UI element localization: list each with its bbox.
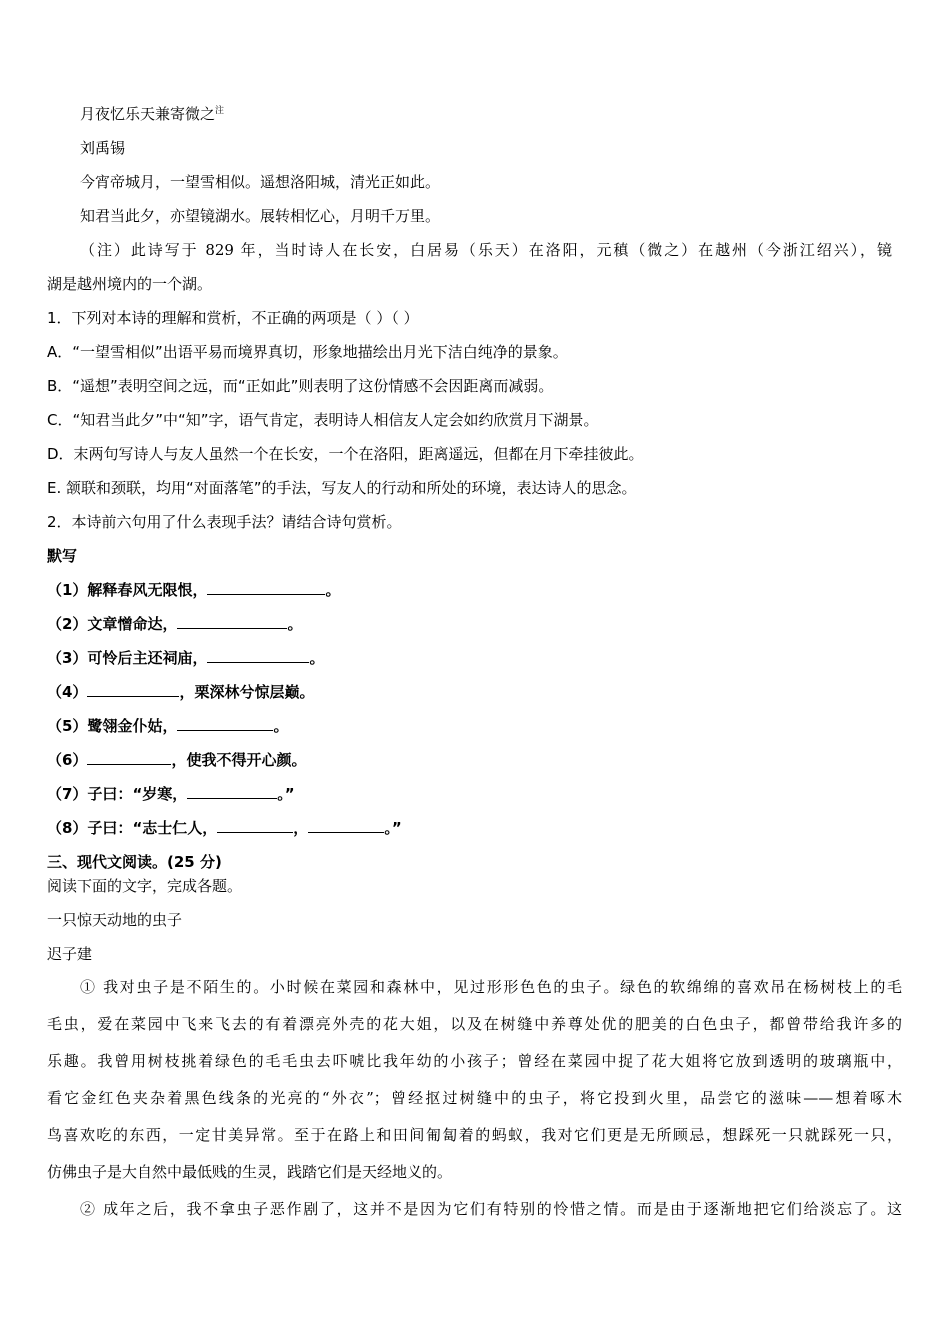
option-e: E. 颔联和颈联，均用“对面落笔”的手法，写友人的行动和所处的环境，表达诗人的思念。 (47, 479, 637, 497)
poem-author: 刘禹锡 (80, 139, 126, 157)
poem-note-line-2: 湖是越州境内的一个湖。 (47, 275, 213, 293)
article-paragraph-1-line-6: 仿佛虫子是大自然中最低贱的生灵，践踏它们是天经地义的。 (47, 1163, 453, 1181)
option-b: B．“遥想”表明空间之远，而“正如此”则表明了这份情感不会因距离而减弱。 (47, 377, 554, 395)
dictation-item-8: （8）子曰：“志士仁人， ， 。” (47, 819, 402, 837)
poem-title-note-mark: 注 (215, 106, 225, 116)
article-paragraph-1-line-2: 毛虫，爱在菜园中飞来飞去的有着漂亮外壳的花大姐，以及在树缝中养尊处优的肥美的白色虫子，都曾带给我许多的 (47, 1015, 902, 1033)
question-2: 2．本诗前六句用了什么表现手法？请结合诗句赏析。 (47, 513, 402, 531)
article-paragraph-1-line-1: ① 我对虫子是不陌生的。小时候在菜园和森林中，见过形形色色的虫子。绿色的软绵绵的喜欢吊在杨树枝上的毛 (80, 978, 902, 996)
dictation-item-1: （1）解释春风无限恨， 。 (47, 581, 341, 599)
answer-blank[interactable] (177, 716, 273, 731)
dictation-item-3: （3）可怜后主还祠庙， 。 (47, 649, 325, 667)
answer-blank[interactable] (177, 614, 287, 629)
dictation-item-2: （2）文章憎命达， 。 (47, 615, 303, 633)
question-1: 1．下列对本诗的理解和赏析，不正确的两项是（ ）（ ） (47, 309, 419, 327)
dictation-item-7: （7）子曰：“岁寒， 。” (47, 785, 295, 803)
poem-line-2: 知君当此夕，亦望镜湖水。展转相忆心，月明千万里。 (80, 207, 441, 225)
article-author: 迟子建 (47, 945, 93, 963)
dictation-item-5: （5）鹭翎金仆姑， 。 (47, 717, 289, 735)
answer-blank[interactable] (87, 750, 171, 765)
article-paragraph-1-line-3: 乐趣。我曾用树枝挑着绿色的毛毛虫去吓唬比我年幼的小孩子；曾经在菜园中捉了花大姐将它放到透明的玻璃瓶中， (47, 1052, 902, 1070)
answer-blank[interactable] (87, 682, 179, 697)
answer-blank[interactable] (187, 784, 277, 799)
option-c: C．“知君当此夕”中“知”字，语气肯定，表明诗人相信友人定会如约欣赏月下湖景。 (47, 411, 599, 429)
poem-title: 月夜忆乐天兼寄微之$^注$ (80, 105, 225, 123)
dictation-item-4: （4） ，栗深林兮惊层巅。 (47, 683, 315, 701)
article-title: 一只惊天动地的虫子 (47, 911, 183, 929)
answer-blank[interactable] (207, 648, 309, 663)
article-paragraph-1-line-4: 看它金红色夹杂着黑色线条的光亮的“外衣”；曾经抠过树缝中的虫子，将它投到火里，品尝它的滋味——想着啄木 (47, 1089, 902, 1107)
option-d: D．末两句写诗人与友人虽然一个在长安，一个在洛阳，距离遥远，但都在月下牵挂彼此。 (47, 445, 644, 463)
poem-line-1: 今宵帝城月，一望雪相似。遥想洛阳城，清光正如此。 (80, 173, 441, 191)
answer-blank[interactable] (207, 580, 325, 595)
section-3-heading: 三、现代文阅读。(25 分) (47, 853, 222, 871)
poem-note-line-1: （注）此诗写于 829 年，当时诗人在长安，白居易（乐天）在洛阳，元稹（微之）在越州（今浙江绍兴），镜 (80, 241, 892, 259)
answer-blank[interactable] (308, 818, 384, 833)
section-3-instruction: 阅读下面的文字，完成各题。 (47, 877, 243, 895)
article-paragraph-1-line-5: 鸟喜欢吃的东西，一定甘美异常。至于在路上和田间匍匐着的蚂蚁，我对它们更是无所顾忌，想踩死一只就踩死一只， (47, 1126, 902, 1144)
dictation-heading: 默写 (47, 547, 78, 565)
option-a: A．“一望雪相似”出语平易而境界真切，形象地描绘出月光下洁白纯净的景象。 (47, 343, 568, 361)
dictation-item-6: （6） ，使我不得开心颜。 (47, 751, 307, 769)
article-paragraph-2-line-1: ② 成年之后，我不拿虫子恶作剧了，这并不是因为它们有特别的怜惜之情。而是由于逐渐地把它们给淡忘了。这 (80, 1200, 902, 1218)
answer-blank[interactable] (217, 818, 293, 833)
